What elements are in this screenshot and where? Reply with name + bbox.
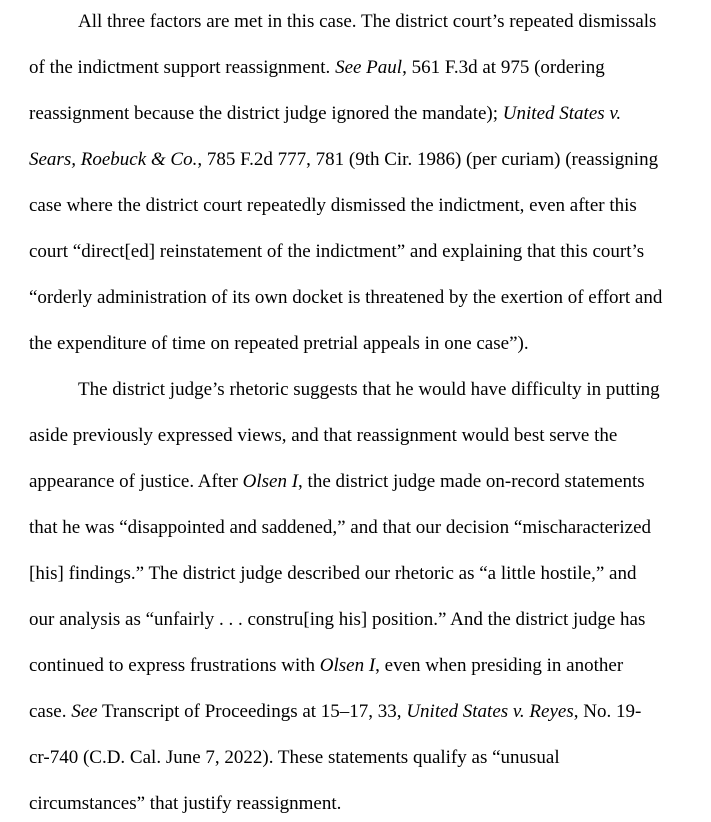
text-line <box>29 747 560 769</box>
text-line <box>78 11 656 33</box>
citation-italic: See <box>71 701 98 722</box>
text-line <box>29 241 644 263</box>
text-line <box>29 793 341 815</box>
text-run: [his] findings.” The district judge described our rhetoric as “a little hostile,” and <box>29 563 637 584</box>
text-run: , 785 F.2d 777, 781 (9th Cir. 1986) (per curiam) (reassigning <box>197 149 659 170</box>
text-line <box>29 701 641 723</box>
text-run: continued to express frustrations with <box>29 655 320 676</box>
case-name-italic: Sears, Roebuck & Co. <box>29 149 198 170</box>
text-line <box>29 57 605 79</box>
text-run: , 561 F.3d at 975 (ordering <box>402 57 605 78</box>
text-run: reassignment because the district judge ignored the mandate); <box>29 103 503 124</box>
text-run: “orderly administration of its own docket is threatened by the exertion of effort and <box>29 287 663 308</box>
text-line <box>29 195 637 217</box>
text-line <box>29 517 651 539</box>
text-run: case. <box>29 701 72 722</box>
text-line <box>29 287 662 309</box>
text-run: The district judge’s rhetoric suggests that he would have difficulty in putting <box>78 379 660 400</box>
case-name-italic: United States v. <box>502 103 622 124</box>
case-name-italic: United States v. Reyes <box>406 701 574 722</box>
text-run: court “direct[ed] reinstatement of the indictment” and explaining that this court’s <box>29 241 645 262</box>
text-run: , even when presiding in another <box>375 655 624 676</box>
text-run: , the district judge made on-record statements <box>298 471 645 492</box>
text-run: circumstances” that justify reassignment. <box>29 793 342 814</box>
text-run: the expenditure of time on repeated pretrial appeals in one case”). <box>29 333 529 354</box>
text-line <box>29 471 645 493</box>
text-run: our analysis as “unfairly . . . constru[ing his] position.” And the district judge has <box>29 609 646 630</box>
case-name-italic: Olsen I <box>242 471 299 492</box>
text-line <box>29 563 636 585</box>
text-line <box>29 103 621 125</box>
text-run: of the indictment support reassignment. <box>29 57 336 78</box>
text-line <box>78 379 660 401</box>
text-run: Transcript of Proceedings at 15–17, 33, <box>97 701 407 722</box>
text-run: All three factors are met in this case. The district court’s repeated dismissals <box>78 11 657 32</box>
text-run: cr-740 (C.D. Cal. June 7, 2022). These statements qualify as “unusual <box>29 747 560 768</box>
case-name-italic: Olsen I <box>319 655 376 676</box>
text-line <box>29 149 658 171</box>
text-line <box>29 609 645 631</box>
text-run: that he was “disappointed and saddened,” and that our decision “mischaracterized <box>29 517 652 538</box>
text-run: aside previously expressed views, and that reassignment would best serve the <box>29 425 618 446</box>
citation-italic: See Paul <box>335 57 403 78</box>
text-run: case where the district court repeatedly dismissed the indictment, even after this <box>29 195 637 216</box>
text-line <box>29 655 623 677</box>
text-line <box>29 333 529 355</box>
text-run: , No. 19- <box>573 701 642 722</box>
text-line <box>29 425 617 447</box>
text-run: appearance of justice. After <box>29 471 243 492</box>
